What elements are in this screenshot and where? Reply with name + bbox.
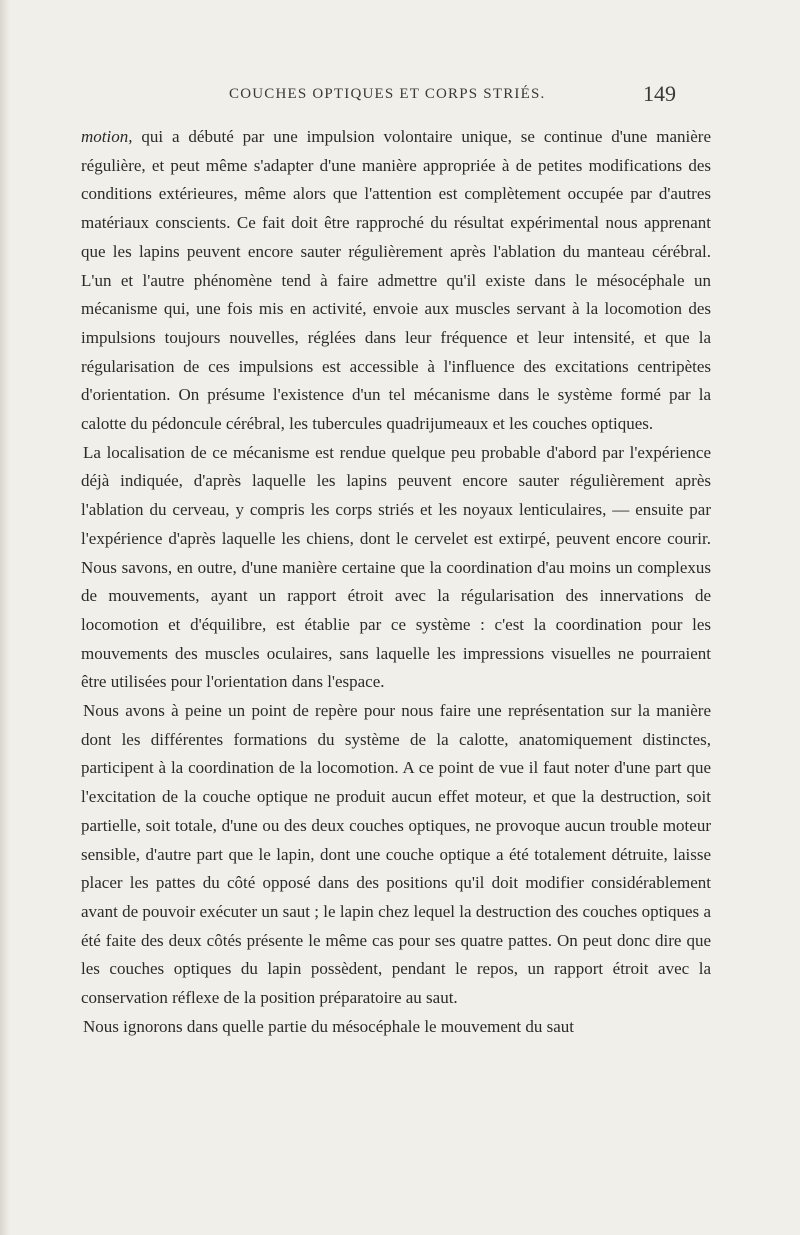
paragraph-1-lead-word: motion, [81,127,133,146]
running-head: COUCHES OPTIQUES ET CORPS STRIÉS. [229,86,546,102]
page-number: 149 [643,81,676,106]
paragraph-1 [81,123,711,439]
paragraph-4: Nous ignorons dans quelle partie du mésocéphale le mouvement du saut [83,1016,574,1036]
paragraph-3: Nous avons à peine un point de repère pour nous faire une représentation sur la manière dont les différentes formations du système de la calotte, anatomiquement distinctes, participent à la coordination de la locomotion. A ce point de vue il faut noter d'une part que l'excitation de la couche optique ne produit aucun effet moteur, et que la destruction, soit partielle, soit totale, d'une ou des deux couches optiques, ne provoque aucun trouble moteur sensible, d'autre part que le lapin, dont une couche optique a été totalement détruite, laisse placer les pattes du côté opposé dans des positions qu'il doit modifier considérablement avant de pouvoir exécuter un saut ; le lapin chez lequel la destruction des couches optiques a été faite des deux côtés présente le même cas pour ses quatre pattes. On peut donc dire que les couches optiques du lapin possèdent, pendant le repos, un rapport étroit avec la conservation réflexe de la position préparatoire au saut. [81,701,711,1008]
paragraph-1-text: qui a débuté par une impulsion volontaire unique, se continue d'une manière régulière, et peut même s'adapter d'une manière appropriée à de petites modifications des conditions extérieures, même alors que l'attention est complètement occupée par d'autres matériaux conscients. Ce fait doit être rapproché du résultat expérimental nous apprenant que les lapins peuvent encore sauter régulièrement après l'ablation du manteau cérébral. L'un et l'autre phénomène tend à faire admettre qu'il existe dans le mésocéphale un mécanisme qui, une fois mis en activité, envoie aux muscles servant à la locomotion des impulsions toujours nouvelles, réglées dans leur fréquence et leur intensité, et que la régularisation de ces impulsions est accessible à l'influence des excitations centripètes d'orientation. On présume l'existence d'un tel mécanisme dans le système formé par la calotte du pédoncule cérébral, les tubercules quadrijumeaux et les couches optiques. [81,127,711,434]
page-gutter-shadow [0,0,10,1235]
body-text [81,123,711,1042]
paragraph-2: La localisation de ce mécanisme est rendue quelque peu probable d'abord par l'expérience déjà indiquée, d'après laquelle les lapins peuvent encore sauter régulièrement après l'ablation du cerveau, y compris les corps striés et les noyaux lenticulaires, — ensuite par l'expérience d'après laquelle les chiens, dont le cervelet est extirpé, peuvent encore courir. Nous savons, en outre, d'une manière certaine que la coordination d'au moins un complexus de mouvements, ayant un rapport étroit avec la régularisation des innervations de locomotion et d'équilibre, est établie par ce système : c'est la coordination pour les mouvements des muscles oculaires, sans laquelle les impressions visuelles ne pourraient être utilisées pour l'orientation dans l'espace. [81,442,711,692]
